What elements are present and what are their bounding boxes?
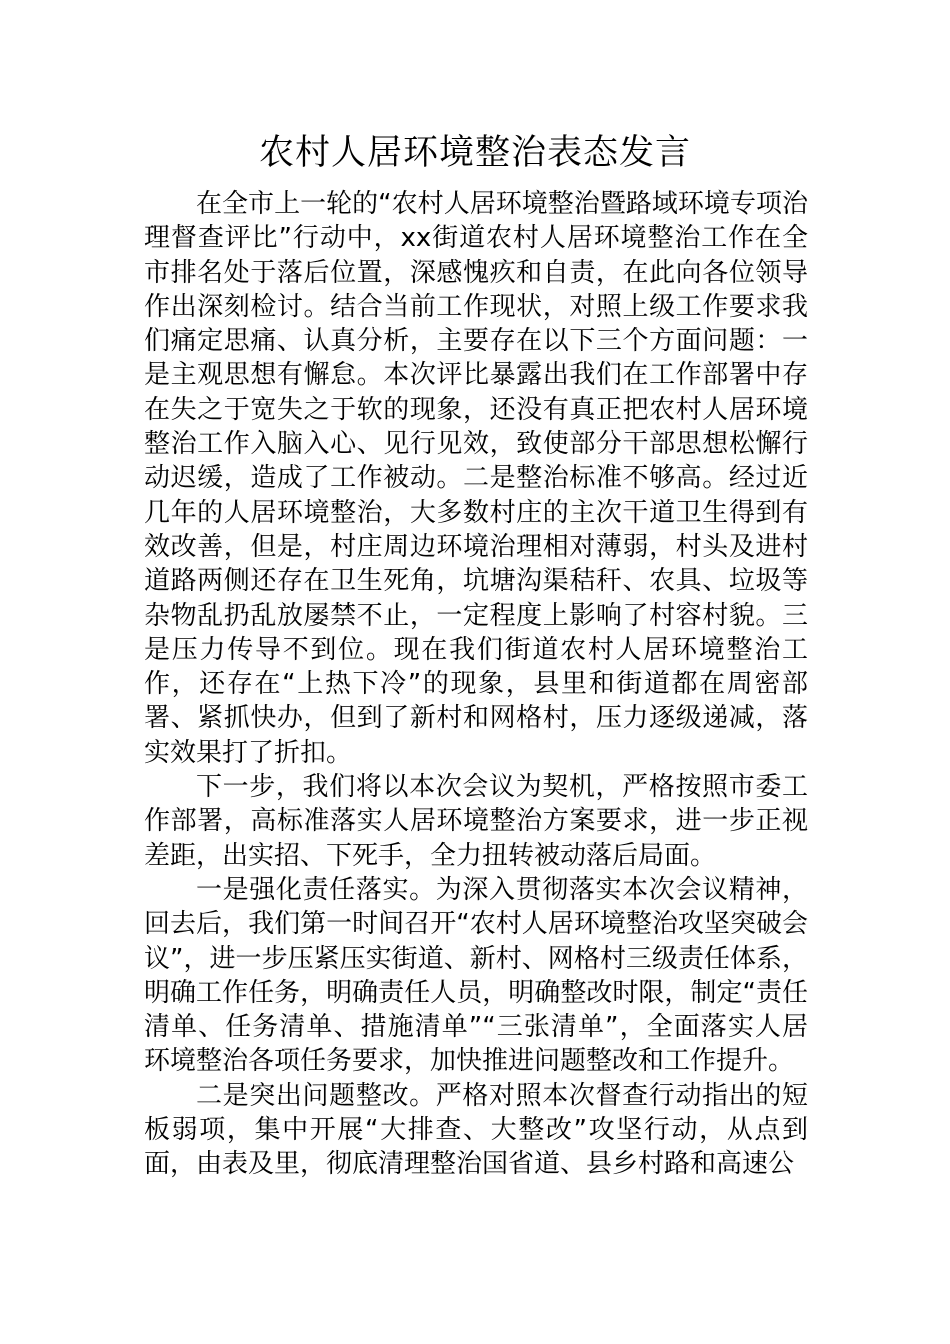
paragraph-responsibility: 一是强化责任落实。为深入贯彻落实本次会议精神，回去后，我们第一时间召开“农村人居环境整治攻坚突破会议”，进一步压紧压实街道、新村、网格村三级责任体系，明确工作任务，明确责任人员，明确整改时限，制定“责任清单、任务清单、措施清单”“三张清单”，全面落实人居环境整治各项任务要求，加快推进问题整改和工作提升。 (144, 874, 808, 1077)
paragraph-next-step: 下一步，我们将以本次会议为契机，严格按照市委工作部署，高标准落实人居环境整治方案要求，进一步正视差距，出实招、下死手，全力扭转被动落后局面。 (144, 772, 808, 871)
document-body (144, 187, 808, 1182)
paragraph-rectification: 二是突出问题整改。严格对照本次督查行动指出的短板弱项，集中开展“大排查、大整改”攻坚行动，从点到面，由表及里，彻底清理整治国省道、县乡村路和高速公 (144, 1080, 808, 1180)
document-title: 农村人居环境整治表态发言 (258, 133, 691, 173)
paragraph-problems: 在全市上一轮的“农村人居环境整治暨路域环境专项治理督查评比”行动中，xx街道农村人居环境整治工作在全市排名处于落后位置，深感愧疚和自责，在此向各位领导作出深刻检讨。结合当前工作现状，对照上级工作要求我们痛定思痛、认真分析，主要存在以下三个方面问题：一是主观思想有懈怠。本次评比暴露出我们在工作部署中存在失之于宽失之于软的现象，还没有真正把农村人居环境整治工作入脑入心、见行见效，致使部分干部思想松懈行动迟缓，造成了工作被动。二是整治标准不够高。经过近几年的人居环境整治，大多数村庄的主次干道卫生得到有效改善，但是，村庄周边环境治理相对薄弱，村头及进村道路两侧还存在卫生死角，坑塘沟渠秸秆、农具、垃圾等杂物乱扔乱放屡禁不止，一定程度上影响了村容村貌。三是压力传导不到位。现在我们街道农村人居环境整治工作，还存在“上热下冷”的现象，县里和街道都在周密部署、紧抓快办，但到了新村和网格村，压力逐级递减，落实效果打了折扣。 (144, 189, 808, 768)
